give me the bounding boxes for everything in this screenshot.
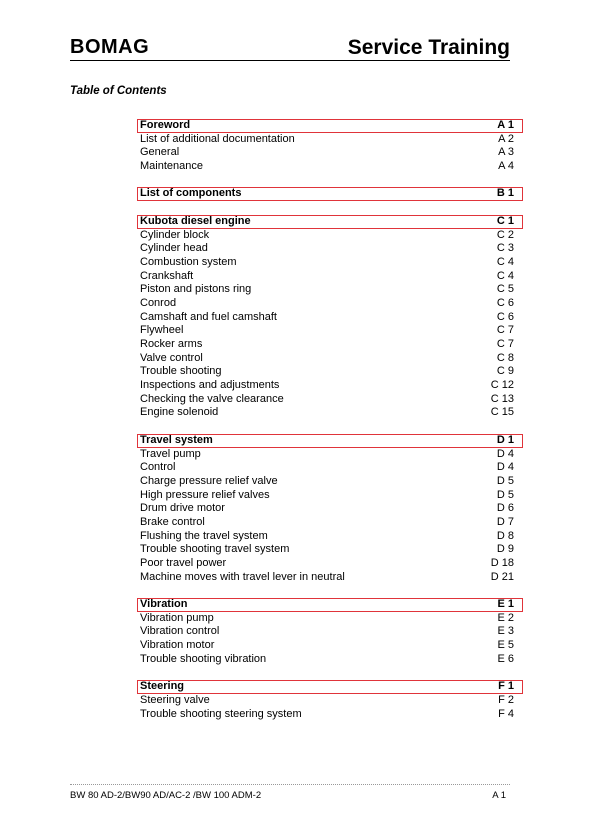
- entry-page-ref: C 12: [490, 379, 514, 392]
- toc-entry[interactable]: [140, 475, 516, 489]
- entry-page-ref: C 4: [496, 269, 514, 282]
- entry-page-ref: D 7: [496, 515, 514, 528]
- entry-label: Control: [140, 461, 176, 474]
- toc-entry[interactable]: [140, 612, 516, 626]
- toc-section-heading[interactable]: [140, 434, 516, 448]
- toc-entry[interactable]: [140, 489, 516, 503]
- section-title: Vibration: [140, 598, 188, 611]
- section-title: Kubota diesel engine: [140, 214, 251, 227]
- entry-label: Machine moves with travel lever in neutral: [140, 570, 345, 583]
- entry-label: Crankshaft: [140, 269, 194, 282]
- entry-page-ref: D 18: [490, 557, 514, 569]
- entry-label: Trouble shooting travel system: [140, 543, 290, 556]
- toc-entry[interactable]: [140, 502, 516, 516]
- toc-entry[interactable]: [140, 297, 516, 311]
- toc-section-heading[interactable]: [140, 119, 516, 133]
- bomag-logo: BOMAG: [70, 36, 150, 58]
- entry-label: Maintenance: [140, 160, 203, 173]
- entry-label: General: [140, 146, 180, 159]
- toc-section: [140, 215, 516, 420]
- entry-label: Charge pressure relief valve: [140, 474, 278, 487]
- toc-entry[interactable]: [140, 365, 516, 379]
- section-page-ref: B 1: [496, 187, 514, 200]
- toc-entry[interactable]: [140, 256, 516, 270]
- entry-page-ref: C 7: [496, 338, 514, 350]
- toc-entry[interactable]: [140, 160, 516, 174]
- entry-label: Brake control: [140, 515, 205, 528]
- entry-page-ref: D 21: [490, 570, 514, 583]
- toc-entry[interactable]: [140, 639, 516, 653]
- table-of-contents: [140, 119, 516, 735]
- entry-page-ref: C 13: [490, 392, 514, 405]
- entry-label: Trouble shooting steering system: [140, 707, 302, 720]
- toc-entry[interactable]: [140, 543, 516, 557]
- footer-model-text: BW 80 AD-2/BW90 AD/AC-2 /BW 100 ADM-2: [70, 790, 262, 801]
- entry-page-ref: C 15: [490, 406, 514, 419]
- entry-page-ref: C 6: [496, 296, 514, 309]
- entry-label: Steering valve: [140, 693, 210, 706]
- entry-label: Flywheel: [140, 324, 184, 337]
- entry-page-ref: E 5: [497, 639, 514, 652]
- footer-page-number: A 1: [492, 790, 506, 801]
- page-footer: [70, 784, 510, 801]
- toc-section: [140, 119, 516, 174]
- toc-entry[interactable]: [140, 338, 516, 352]
- toc-section-heading[interactable]: [140, 598, 516, 612]
- toc-entry[interactable]: [140, 324, 516, 338]
- page-header: [70, 36, 510, 61]
- entry-label: Flushing the travel system: [140, 529, 268, 542]
- section-title: Steering: [140, 680, 185, 693]
- entry-label: Trouble shooting vibration: [140, 652, 267, 665]
- toc-section: [140, 434, 516, 585]
- toc-entry[interactable]: [140, 352, 516, 366]
- entry-label: Drum drive motor: [140, 502, 225, 515]
- toc-entry[interactable]: [140, 448, 516, 462]
- toc-entry[interactable]: [140, 708, 516, 722]
- entry-label: Inspections and adjustments: [140, 379, 280, 392]
- entry-label: Conrod: [140, 296, 177, 309]
- entry-label: Checking the valve clearance: [140, 392, 284, 405]
- entry-page-ref: C 2: [496, 228, 514, 241]
- entry-page-ref: D 6: [496, 502, 514, 515]
- entry-label: Engine solenoid: [140, 406, 219, 419]
- entry-page-ref: D 4: [496, 447, 514, 460]
- toc-section-heading[interactable]: [140, 215, 516, 229]
- toc-entry[interactable]: [140, 133, 516, 147]
- entry-label: List of additional documentation: [140, 132, 295, 145]
- toc-entry[interactable]: [140, 229, 516, 243]
- entry-page-ref: E 3: [497, 625, 514, 638]
- toc-entry[interactable]: [140, 653, 516, 667]
- entry-page-ref: C 8: [496, 351, 514, 364]
- entry-page-ref: C 7: [496, 324, 514, 337]
- section-title: List of components: [140, 187, 242, 200]
- entry-label: Camshaft and fuel camshaft: [140, 310, 277, 323]
- section-page-ref: C 1: [496, 214, 514, 227]
- toc-entry[interactable]: [140, 283, 516, 297]
- entry-page-ref: C 6: [496, 310, 514, 323]
- entry-page-ref: C 4: [496, 255, 514, 268]
- entry-page-ref: C 5: [496, 283, 514, 296]
- toc-section: [140, 187, 516, 201]
- entry-label: Piston and pistons ring: [140, 283, 252, 296]
- section-page-ref: F 1: [498, 680, 514, 693]
- entry-page-ref: D 5: [496, 488, 514, 501]
- page-title: Service Training: [347, 36, 510, 59]
- toc-entry[interactable]: [140, 406, 516, 420]
- entry-label: Valve control: [140, 351, 203, 364]
- entry-page-ref: A 2: [498, 132, 514, 145]
- entry-page-ref: F 4: [498, 707, 514, 720]
- toc-entry[interactable]: [140, 146, 516, 160]
- toc-entry[interactable]: [140, 270, 516, 284]
- toc-entry[interactable]: [140, 461, 516, 475]
- toc-entry[interactable]: [140, 379, 516, 393]
- entry-page-ref: A 4: [498, 160, 514, 173]
- toc-section: [140, 680, 516, 721]
- entry-label: Vibration control: [140, 625, 220, 638]
- entry-page-ref: D 4: [496, 461, 514, 474]
- entry-page-ref: D 5: [496, 474, 514, 487]
- section-title: Travel system: [140, 433, 213, 446]
- entry-label: Poor travel power: [140, 557, 227, 569]
- toc-entry[interactable]: [140, 393, 516, 407]
- entry-page-ref: D 9: [496, 543, 514, 556]
- entry-page-ref: F 2: [498, 693, 514, 706]
- entry-label: High pressure relief valves: [140, 488, 270, 501]
- toc-entry[interactable]: [140, 530, 516, 544]
- section-page-ref: E 1: [497, 598, 514, 611]
- entry-label: Rocker arms: [140, 338, 203, 350]
- toc-entry[interactable]: [140, 625, 516, 639]
- entry-label: Vibration pump: [140, 611, 214, 624]
- toc-entry[interactable]: [140, 694, 516, 708]
- entry-page-ref: D 8: [496, 529, 514, 542]
- toc-section: [140, 598, 516, 666]
- entry-page-ref: E 6: [497, 652, 514, 665]
- entry-page-ref: A 3: [498, 146, 514, 159]
- toc-entry[interactable]: [140, 571, 516, 585]
- toc-entry[interactable]: [140, 557, 516, 571]
- entry-label: Vibration motor: [140, 639, 215, 652]
- toc-heading: Table of Contents: [70, 85, 167, 97]
- entry-label: Cylinder block: [140, 228, 210, 241]
- entry-label: Trouble shooting: [140, 365, 222, 378]
- entry-label: Cylinder head: [140, 242, 208, 255]
- section-title: Foreword: [140, 119, 191, 131]
- entry-page-ref: C 9: [496, 365, 514, 378]
- toc-section-heading[interactable]: [140, 187, 516, 201]
- entry-label: Combustion system: [140, 255, 237, 268]
- entry-page-ref: E 2: [497, 611, 514, 624]
- entry-page-ref: C 3: [496, 242, 514, 255]
- section-page-ref: A 1: [497, 119, 514, 131]
- toc-section-heading[interactable]: [140, 680, 516, 694]
- toc-entry[interactable]: [140, 516, 516, 530]
- section-page-ref: D 1: [496, 433, 514, 446]
- toc-entry[interactable]: [140, 242, 516, 256]
- entry-label: Travel pump: [140, 447, 201, 460]
- toc-entry[interactable]: [140, 311, 516, 325]
